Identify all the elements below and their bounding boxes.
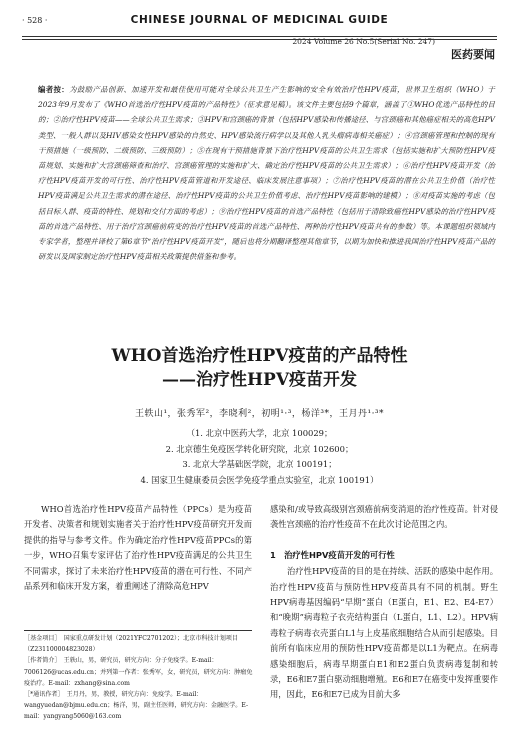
journal-title: CHINESE JOURNAL OF MEDICINAL GUIDE xyxy=(130,14,389,26)
volume-line: 2024 Volume 26 No.5(Serial No. 247) xyxy=(292,37,435,46)
running-header xyxy=(22,14,497,46)
body-paragraph-1: 感染和/或导致高级别宫颈癌前病变消退的治疗性疫苗。针对侵袭性宫颈癌的治疗性疫苗不在此次讨论范围之内。 xyxy=(270,504,498,530)
affiliations xyxy=(0,426,519,488)
footnote-author-bio: ［作者简介］ 王轶山，男，研究员，研究方向：分子免疫学。E-mail：7006126@ucas.edu.cn；并列第一作者：张秀军，女，研究员，研究方向：肿瘤免疫治疗。E-mail：zxhang@sina.com xyxy=(24,657,253,687)
affiliation-4: 4. 国家卫生健康委员会医学免疫学重点实验室，北京 100191） xyxy=(140,474,379,485)
body-paragraph-2: 治疗性HPV疫苗的目的是在持续、活跃的感染中起作用。治疗性HPV疫苗与预防性HPV疫苗具有不同的机制。野生HPV病毒基因编码“早期”蛋白（E蛋白，E1、E2、E4-E7）和“晚期”病毒粒子衣壳结构蛋白（L蛋白，L1、L2）。HPV病毒粒子病毒衣壳蛋白L1与上皮基底细胞结合从而引起感染。目前所有临床应用的预防性HPV疫苗都是以L1为靶点。在病毒感染细胞后，病毒早期蛋白E1和E2蛋白负责病毒复制和转录，E6和E7蛋白驱动细胞增殖。E6和E7在癌变中发挥重要作用，因此，E6和E7已成为目前大多 xyxy=(270,566,498,700)
header-rule-bottom xyxy=(22,39,497,40)
affiliation-2: 2. 北京德生免疫医学转化研究院，北京 102600； xyxy=(165,443,354,454)
affiliation-1: （1. 北京中医药大学，北京 100029； xyxy=(186,428,333,438)
title-line-2: ——治疗性HPV疫苗开发 xyxy=(161,370,358,390)
footnotes xyxy=(24,633,254,723)
body-column-right xyxy=(270,502,498,703)
article-title xyxy=(0,344,519,392)
body-column-left: WHO首选治疗性HPV疫苗产品特性（PPCs）是为疫苗开发者、决策者和规划实施者关于治疗性HPV疫苗研究开发而提供的指导与参考文件。作为确定治疗性HPV疫苗PPCs的第一步，WHO召集专家评估了治疗性HPV疫苗满足的公共卫生不同需求，探讨了未来治疗性HPV疫苗的潜在可行性、不同产品系列和临床开发方案，着重阐述了清除高危HPV xyxy=(24,504,252,592)
footnote-rule xyxy=(24,630,252,631)
title-line-1: WHO首选治疗性HPV疫苗的产品特性 xyxy=(111,346,408,366)
footnote-corresponding: ［*通讯作者］ 王月丹，男，教授，研究方向：免疫学。E-mail：wangyuedan@bjmu.edu.cn；杨洋，男，副主任医师，研究方向：金融医学。E-mail：yangyang5060@163.com xyxy=(24,691,249,721)
author-list: 王轶山¹，张秀军²，李晓利²，初明¹·³，杨洋³*，王月丹¹·³* xyxy=(134,409,385,419)
editor-note xyxy=(38,82,495,264)
affiliation-3: 3. 北京大学基础医学院，北京 100191； xyxy=(182,459,337,470)
editor-note-label: 编者按： xyxy=(38,85,70,94)
editor-note-text: 为鼓励产品创新、加速开发和最佳使用可能对全球公共卫生产生影响的安全有效治疗性HPV疫苗，世界卫生组织（WHO）于2023年9月发布了《WHO首选治疗性HPV疫苗的产品特性》（征求意见稿）。该文件主要包括9个篇章，涵盖了①WHO优选产品特性的目的；②治疗性HPV疫苗——全球公共卫生需求；③HPV和宫颈癌的背景（包括HPV感染和传播途径、与宫颈癌和其他癌症相关的高危HPV类型、一般人群以及HIV感染女性HPV感染的自然史、HPV感染流行病学以及其他人乳头瘤病毒相关癌症）；④宫颈癌管理和控制的现有干预措施（一级预防、二级预防、三级预防）；⑤在现有干预措施背景下治疗性HPV疫苗的公共卫生需求（包括实施和扩大预防性HPV疫苗规划、实施和扩大宫颈癌筛查和治疗、宫颈癌管理的实施和扩大、确定治疗性HPV疫苗的公共卫生需求）；⑥治疗性HPV疫苗开发（治疗性HPV疫苗开发的可行性、治疗性HPV疫苗管道和开发途径、临床发展注意事项）；⑦治疗性HPV疫苗的潜在公共卫生价值（治疗性HPV疫苗满足公共卫生需求的潜在途径、治疗性HPV疫苗的公共卫生价值考虑、治疗性HPV疫苗影响的建模）；⑧对疫苗实施的考虑（包括目标人群、疫苗的特性、规划和交付方面的考虑）；⑨治疗性HPV疫苗的首选产品特性（包括用于清除致癌性HPV感染的治疗性HPV疫苗的首选产品特性、用于治疗宫颈癌前病变的治疗性HPV疫苗的首选产品特性、两种治疗性HPV疫苗共有的参数）等。本课题组织领域内专家学者，整理并译校了第6章节“治疗性HPV疫苗开发”，随后也将分期翻译整理其他章节，以期为加快和推进我国治疗性HPV疫苗产品的研发以及国家制定治疗性HPV疫苗相关政策提供借鉴和参考。 xyxy=(38,85,495,262)
section-heading-1: 1 治疗性HPV疫苗开发的可行性 xyxy=(270,549,395,560)
page-number: · 528 · xyxy=(22,16,48,25)
footnote-funding: ［基金项目］ 国家重点研发计划（2021YFC2701202）；北京市科技计划项目（Z231100004823028） xyxy=(24,635,238,654)
header-rule-top xyxy=(22,36,497,37)
section-label: 医药要闻 xyxy=(451,48,495,61)
